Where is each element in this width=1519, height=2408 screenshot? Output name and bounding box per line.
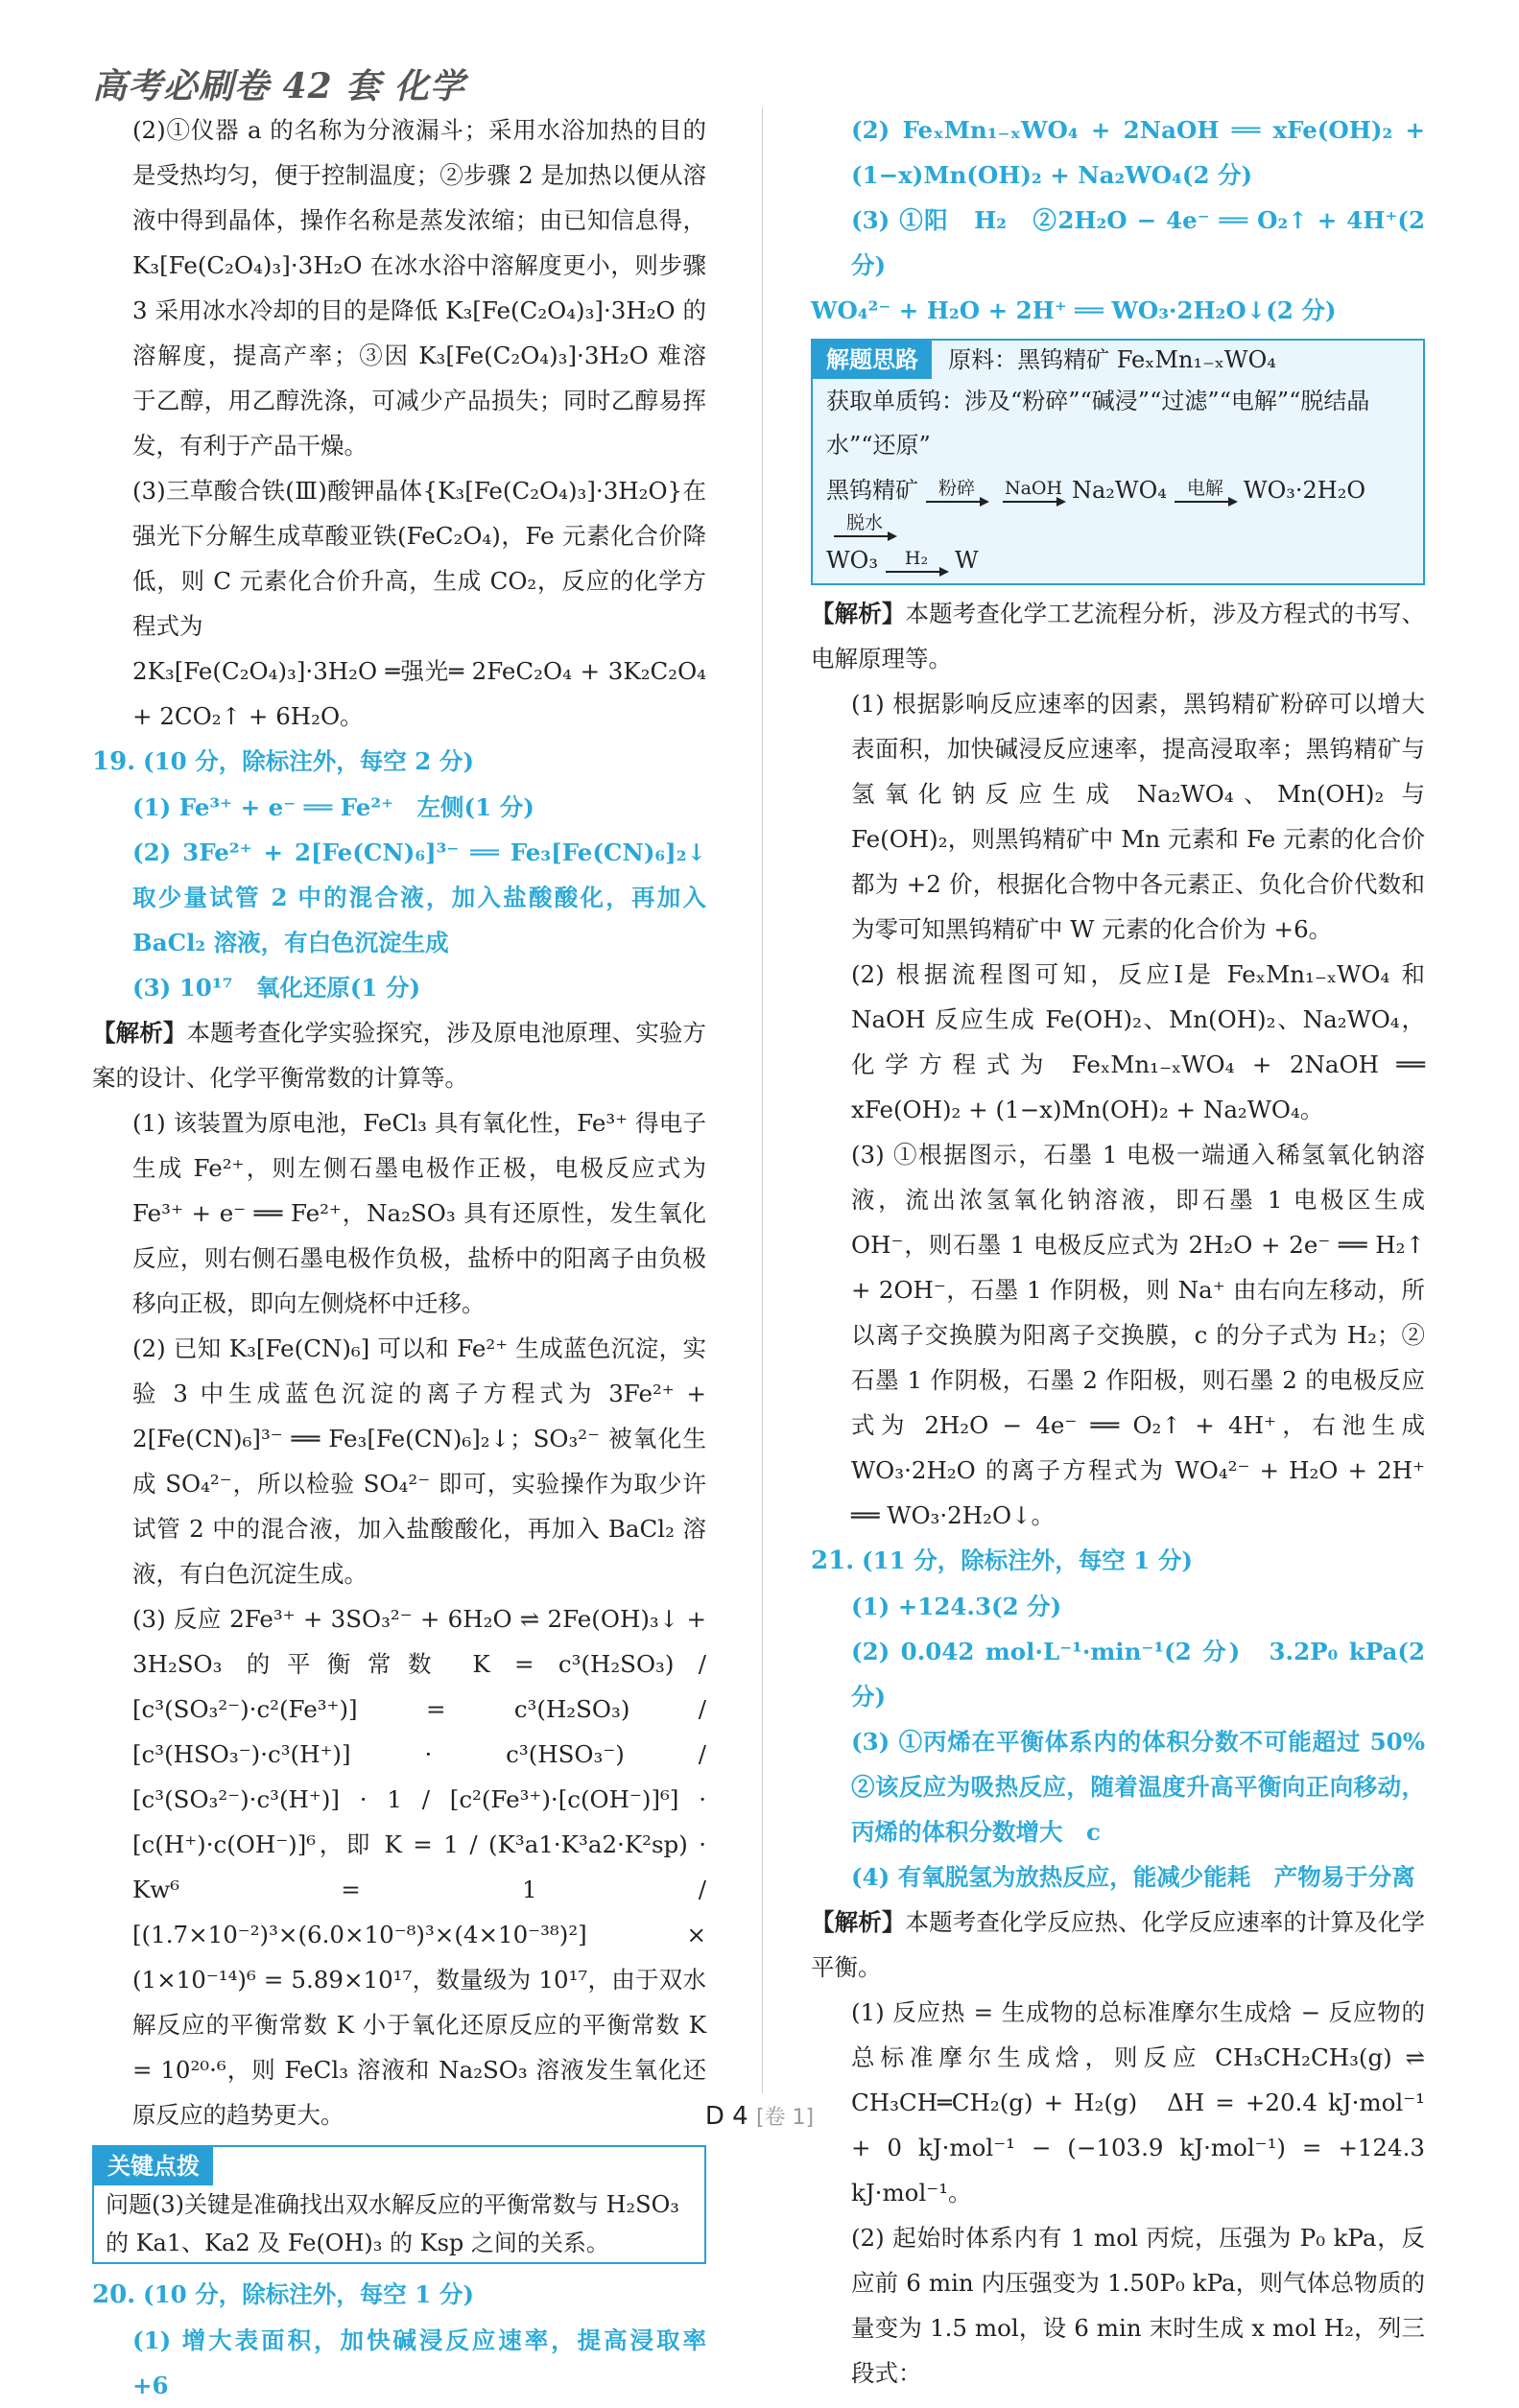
q18-part3: (3)三草酸合铁(Ⅲ)酸钾晶体{K₃[Fe(C₂O₄)₃]·3H₂O}在强光下分解生成草酸亚铁(FeC₂O₄)，Fe 元素化合价降低，则 C 元素化合价升高，生成 CO₂，反应的化学方程式为 <box>132 477 706 640</box>
q18-equation: 2K₃[Fe(C₂O₄)₃]·3H₂O ═强光═ 2FeC₂O₄ + 3K₂C₂O₄ + 2CO₂↑ + 6H₂O。 <box>132 657 706 730</box>
flow-wo3-hydrate: WO₃·2H₂O <box>1243 477 1365 504</box>
q20-answer-1: (1) 增大表面积，加快碱浸反应速率，提高浸取率 +6 <box>132 2326 730 2399</box>
solution-idea-box <box>811 339 1425 585</box>
volume-label: [卷 1] <box>755 2106 815 2130</box>
q19-heading <box>92 739 706 785</box>
flow-arrow-naoh <box>1003 479 1064 503</box>
process-flow-2 <box>813 537 1423 583</box>
flow-arrow-h2 <box>886 549 947 573</box>
q19-answer-3: (3) 10¹⁷ 氧化还原(1 分) <box>132 974 421 1002</box>
right-column <box>811 107 1449 2396</box>
q21-explain-1: (1) 反应热 = 生成物的总标准摩尔生成焓 − 反应物的总标准摩尔生成焓，则反应 CH₃CH₂CH₃(g) ⇌ CH₃CH═CH₂(g) + H₂(g) ΔH = +20.4 kJ·mol⁻¹ + 0 kJ·mol⁻¹ − (−103.9 kJ·mol⁻¹) = +124.3 kJ·mol⁻¹。 <box>851 1998 1425 2207</box>
q19-answer-1: (1) Fe³⁺ + e⁻ ══ Fe²⁺ 左侧(1 分) <box>132 793 534 821</box>
solution-idea-line: 获取单质钨：涉及“粉碎”“碱浸”“过滤”“电解”“脱结晶水”“还原” <box>826 388 1370 459</box>
q21-number: 21. <box>811 1546 855 1575</box>
flow-h2-label: H₂ <box>904 547 929 569</box>
flow-crush-label: 粉碎 <box>938 477 975 499</box>
q18-part2: (2)①仪器 a 的名称为分液漏斗；采用水浴加热的目的是受热均匀，便于控制温度；②步骤 2 是加热以便从溶液中得到晶体，操作名称是蒸发浓缩；由已知信息得，K₃[Fe(C₂O₄)₃]·3H₂O 在冰水浴中溶解度更小，则步骤 3 采用冰水冷却的目的是降低 K₃[Fe(C₂O₄)₃]·3H₂O 的溶解度，提高产率；③因 K₃[Fe(C₂O₄)₃]·3H₂O 难溶于乙醇，用乙醇洗涤，可减少产品损失；同时乙醇易挥发，有利于产品干燥。 <box>132 116 706 460</box>
column-divider <box>762 107 763 2093</box>
q21-analysis-text: 本题考查化学反应热、化学反应速率的计算及化学平衡。 <box>811 1908 1426 1981</box>
q19-explain-1: (1) 该装置为原电池，FeCl₃ 具有氧化性，Fe³⁺ 得电子生成 Fe²⁺，则左侧石墨电极作正极，电极反应式为 Fe³⁺ + e⁻ ══ Fe²⁺，Na₂SO₃ 具有还原性，发生氧化反应，则右侧石墨电极作负极，盐桥中的阳离子由负极移向正极，即向左侧烧杯中迁移。 <box>132 1109 706 1317</box>
q19-explain-2: (2) 已知 K₃[Fe(CN)₆] 可以和 Fe²⁺ 生成蓝色沉淀，实验 3 中生成蓝色沉淀的离子方程式为 3Fe²⁺ + 2[Fe(CN)₆]³⁻ ══ Fe₃[Fe(CN)₆]₂↓；SO₃²⁻ 被氧化生成 SO₄²⁻，所以检验 SO₄²⁻ 即可，实验操作为取少许试管 2 中的混合液，加入盐酸酸化，再加入 BaCl₂ 溶液，有白色沉淀生成。 <box>132 1334 706 1588</box>
q19-analysis-text: 本题考查化学实验探究，涉及原电池原理、实验方案的设计、化学平衡常数的计算等。 <box>92 1019 707 1092</box>
q21-score: (11 分，除标注外，每空 1 分) <box>862 1546 1193 1574</box>
q19-number: 19. <box>92 747 136 776</box>
q21-answer-4: (4) 有氧脱氢为放热反应，能减少能耗 产物易于分离 <box>851 1863 1415 1891</box>
q19-explain-3: (3) 反应 2Fe³⁺ + 3SO₃²⁻ + 6H₂O ⇌ 2Fe(OH)₃↓ + 3H₂SO₃ 的平衡常数 K = c³(H₂SO₃) / [c³(SO₃²⁻)·c²(Fe³⁺)] = c³(H₂SO₃) / [c³(HSO₃⁻)·c³(H⁺)] · c³(HSO₃⁻) / [c³(SO₃²⁻)·c³(H⁺)] · 1 / [c²(Fe³⁺)·[c(OH⁻)]⁶] · [c(H⁺)·c(OH⁻)]⁶，即 K = 1 / (K³a1·K³a2·K²sp) · Kw⁶ = 1 / [(1.7×10⁻²)³×(6.0×10⁻⁸)³×(4×10⁻³⁸)²] × (1×10⁻¹⁴)⁶ = 5.89×10¹⁷，数量级为 10¹⁷，由于双水解反应的平衡常数 K 小于氧化还原反应的平衡常数 K = 10²⁰·⁶，则 FeCl₃ 溶液和 Na₂SO₃ 溶液发生氧化还原反应的趋势更大。 <box>132 1605 706 2129</box>
q20-score: (10 分，除标注外，每空 1 分) <box>143 2280 474 2308</box>
process-flow <box>813 467 1423 537</box>
key-point-box <box>92 2145 706 2264</box>
q19-analysis <box>92 1010 706 1100</box>
header-title: 高考必刷卷 42 套 化学 <box>92 66 465 106</box>
key-point-title: 关键点拨 <box>94 2147 213 2185</box>
solution-idea-head: 原料：黑钨精矿 FeₓMn₁₋ₓWO₄ <box>948 346 1276 373</box>
analysis-tag: 【解析】 <box>811 1908 906 1936</box>
flow-wo3: WO₃ <box>826 547 878 574</box>
q20-heading <box>92 2272 706 2318</box>
q21-answer-2: (2) 0.042 mol·L⁻¹·min⁻¹(2 分) 3.2P₀ kPa(2 分) <box>851 1638 1425 1711</box>
q20-explain-2: (2) 根据流程图可知，反应Ⅰ是 FeₓMn₁₋ₓWO₄ 和 NaOH 反应生成 Fe(OH)₂、Mn(OH)₂、Na₂WO₄，化学方程式为 FeₓMn₁₋ₓWO₄ + 2NaOH ══ xFe(OH)₂ + (1−x)Mn(OH)₂ + Na₂WO₄。 <box>851 960 1425 1123</box>
solution-idea-title: 解题思路 <box>813 341 932 379</box>
q20-answer-3: (3) ①阳 H₂ ②2H₂O − 4e⁻ ══ O₂↑ + 4H⁺(2 分) <box>851 206 1425 279</box>
flow-electrolysis-label: 电解 <box>1186 477 1223 499</box>
q19-score: (10 分，除标注外，每空 2 分) <box>143 747 474 775</box>
flow-dehydrate-label: 脱水 <box>845 512 883 533</box>
flow-na2wo4: Na₂WO₄ <box>1072 477 1167 504</box>
q20-answer-4: WO₄²⁻ + H₂O + 2H⁺ ══ WO₃·2H₂O↓(2 分) <box>811 296 1337 324</box>
analysis-tag: 【解析】 <box>811 600 906 627</box>
q21-answer-1: (1) +124.3(2 分) <box>851 1593 1062 1620</box>
q20-explain-1: (1) 根据影响反应速率的因素，黑钨精矿粉碎可以增大表面积，加快碱浸反应速率，提高浸取率；黑钨精矿与氢氧化钠反应生成 Na₂WO₄、Mn(OH)₂ 与 Fe(OH)₂，则黑钨精矿中 Mn 元素和 Fe 元素的化合价都为 +2 价，根据化合物中各元素正、负化合价代数和为零可知黑钨精矿中 W 元素的化合价为 +6。 <box>851 690 1425 943</box>
key-point-text: 问题(3)关键是准确找出双水解反应的平衡常数与 H₂SO₃ 的 Ka1、Ka2 及 Fe(OH)₃ 的 Ksp 之间的关系。 <box>106 2191 679 2256</box>
flow-arrow-crush <box>926 479 987 503</box>
q19-answer-2: (2) 3Fe²⁺ + 2[Fe(CN)₆]³⁻ ══ Fe₃[Fe(CN)₆]₂↓ 取少量试管 2 中的混合液，加入盐酸酸化，再加入 BaCl₂ 溶液，有白色沉淀生成 <box>132 838 730 956</box>
flow-w: W <box>954 547 979 574</box>
flow-ore: 黑钨精矿 <box>826 477 918 504</box>
page-number: D 4 <box>704 2102 748 2131</box>
q20-analysis <box>811 591 1425 681</box>
page-footer <box>0 2101 1519 2131</box>
q21-heading <box>811 1538 1425 1584</box>
q20-explain-3: (3) ①根据图示，石墨 1 电极一端通入稀氢氧化钠溶液，流出浓氢氧化钠溶液，即石墨 1 电极区生成 OH⁻，则石墨 1 电极反应式为 2H₂O + 2e⁻ ══ H₂↑ + 2OH⁻，石墨 1 作阴极，则 Na⁺ 由右向左移动，所以离子交换膜为阳离子交换膜，c 的分子式为 H₂；②石墨 1 作阴极，石墨 2 作阳极，则石墨 2 的电极反应式为 2H₂O − 4e⁻ ══ O₂↑ + 4H⁺，右池生成 WO₃·2H₂O 的离子方程式为 WO₄²⁻ + H₂O + 2H⁺ ══ WO₃·2H₂O↓。 <box>851 1141 1425 1529</box>
flow-arrow-electrolysis <box>1175 479 1236 503</box>
q20-analysis-text: 本题考查化学工艺流程分析，涉及方程式的书写、电解原理等。 <box>811 600 1426 673</box>
q20-number: 20. <box>92 2280 136 2309</box>
flow-arrow-dehydrate <box>834 513 895 537</box>
analysis-tag: 【解析】 <box>92 1019 187 1047</box>
q21-analysis <box>811 1900 1425 1990</box>
flow-naoh-label: NaOH <box>1004 477 1063 499</box>
q20-answer-2: (2) FeₓMn₁₋ₓWO₄ + 2NaOH ══ xFe(OH)₂ + (1−x)Mn(OH)₂ + Na₂WO₄(2 分) <box>851 116 1425 189</box>
q21-explain-2: (2) 起始时体系内有 1 mol 丙烷，压强为 P₀ kPa，反应前 6 min 内压强变为 1.50P₀ kPa，则气体总物质的量变为 1.5 mol，设 6 min 末时生成 x mol H₂，列三段式： <box>851 2224 1425 2387</box>
q21-answer-3: (3) ①丙烯在平衡体系内的体积分数不可能超过 50% ②该反应为吸热反应，随着温度升高平衡向正向移动，丙烯的体积分数增大 c <box>851 1728 1449 1846</box>
